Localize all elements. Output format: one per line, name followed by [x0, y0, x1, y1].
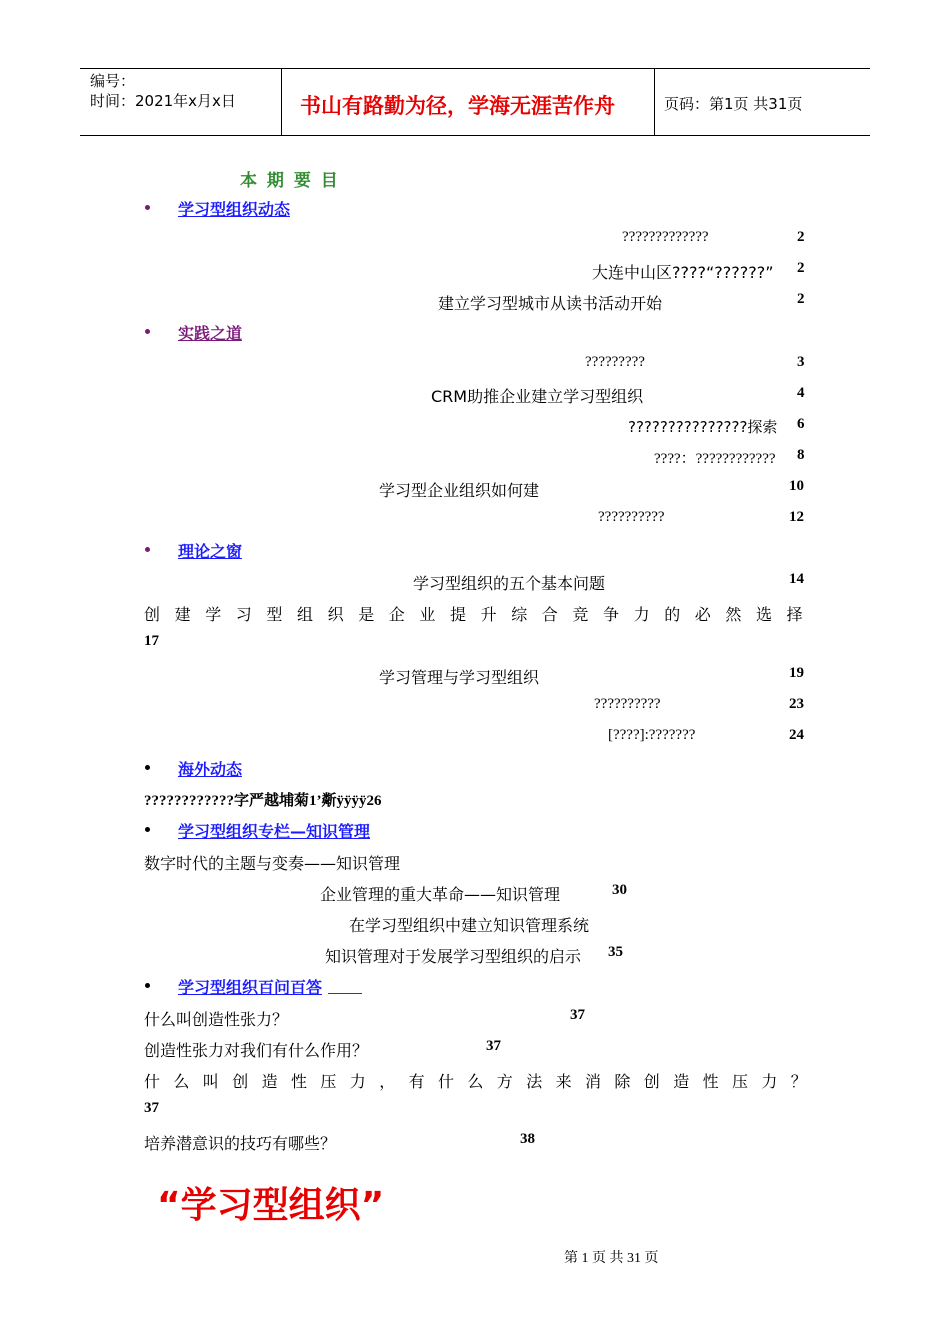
header-motto: 书山有路勤为径，学海无涯苦作舟: [300, 94, 615, 118]
bullet-icon: [145, 765, 150, 770]
toc-item-page: 17: [144, 633, 159, 649]
toc-item-text[interactable]: 学习型组织的五个基本问题: [413, 574, 606, 593]
toc-item-page: 19: [789, 665, 804, 681]
toc-item-text[interactable]: 企业管理的重大革命——知识管理: [320, 885, 561, 904]
toc-item-text[interactable]: 大连中山区????“??????”: [592, 263, 774, 282]
toc-item-page: 4: [797, 385, 805, 401]
toc-item-text-spread[interactable]: 什么叫创造性压力，有什么方法来消除创造性压力？: [144, 1072, 821, 1091]
toc-item-text[interactable]: ????：????????????: [654, 451, 776, 467]
header-page-label: 页码：第1页 共31页: [664, 95, 803, 113]
toc-item-page: 37: [570, 1007, 585, 1023]
bullet-icon: [145, 329, 150, 334]
header-bottom-rule: [80, 135, 870, 136]
toc-item-text[interactable]: ???????????????探索: [628, 418, 778, 436]
toc-item-text[interactable]: 什么叫创造性张力？: [144, 1010, 289, 1029]
toc-item-page: 3: [797, 354, 805, 370]
header-date-label: 时间：2021年x月x日: [90, 92, 236, 110]
toc-item-text[interactable]: 知识管理对于发展学习型组织的启示: [325, 947, 582, 966]
toc-item-page: 2: [797, 291, 805, 307]
toc-item-page: 37: [486, 1038, 501, 1054]
big-title: “学习型组织”: [157, 1185, 385, 1226]
toc-item-text[interactable]: 建立学习型城市从读书活动开始: [438, 294, 663, 313]
toc-item-page: 30: [612, 882, 627, 898]
toc-item-page: 38: [520, 1131, 535, 1147]
header-number-label: 编号：: [90, 72, 136, 90]
bullet-icon: [145, 983, 150, 988]
toc-title: 本 期 要 目: [240, 171, 340, 191]
section-link-theory[interactable]: 理论之窗: [178, 542, 243, 561]
toc-item-page: 8: [797, 447, 805, 463]
section-link-dynamics[interactable]: 学习型组织动态: [178, 200, 291, 219]
header-top-rule: [80, 68, 870, 69]
header-divider-left: [281, 68, 282, 136]
section-link-faq[interactable]: 学习型组织百问百答: [178, 978, 323, 997]
toc-item-text[interactable]: ?????????: [585, 354, 645, 370]
toc-item-text-spread[interactable]: 创建学习型组织是企业提升综合竞争力的必然选择: [144, 605, 818, 624]
bullet-icon: [145, 205, 150, 210]
toc-item-page: 10: [789, 478, 804, 494]
bullet-icon: [145, 547, 150, 552]
bullet-icon: [145, 827, 150, 832]
toc-item-text[interactable]: 在学习型组织中建立知识管理系统: [349, 916, 590, 935]
toc-item-text[interactable]: 数字时代的主题与变奏——知识管理: [144, 854, 401, 873]
section-link-underline-extension: [328, 993, 362, 994]
toc-item-page: 23: [789, 696, 804, 712]
toc-item-text[interactable]: ?????????????: [622, 229, 709, 245]
toc-item-page: 2: [797, 229, 805, 245]
section-link-knowledge-column[interactable]: 学习型组织专栏—知识管理: [178, 822, 371, 841]
toc-item-page: 37: [144, 1100, 159, 1116]
toc-item-text[interactable]: 学习管理与学习型组织: [379, 668, 540, 687]
toc-item-text[interactable]: 创造性张力对我们有什么作用？: [144, 1041, 369, 1060]
toc-item-text[interactable]: 学习型企业组织如何建: [379, 481, 540, 500]
page-footer: 第 1 页 共 31 页: [564, 1251, 659, 1266]
toc-item-page: 2: [797, 260, 805, 276]
toc-item-page: 35: [608, 944, 623, 960]
toc-item-text[interactable]: [????]:???????: [608, 727, 696, 743]
toc-item-page: 14: [789, 571, 804, 587]
toc-item-page: 6: [797, 416, 805, 432]
toc-item-page: 12: [789, 509, 804, 525]
section-link-overseas[interactable]: 海外动态: [178, 760, 243, 779]
toc-item-text[interactable]: ??????????: [598, 509, 665, 525]
section-link-practice[interactable]: 实践之道: [178, 324, 243, 343]
header-divider-right: [654, 68, 655, 136]
toc-item-text[interactable]: 培养潜意识的技巧有哪些？: [144, 1134, 337, 1153]
toc-item-text[interactable]: ??????????: [594, 696, 661, 712]
toc-item-text[interactable]: ????????????字严越埔菊1’斴ÿÿÿÿ26: [144, 793, 382, 809]
toc-item-text[interactable]: CRM助推企业建立学习型组织: [431, 387, 644, 406]
toc-item-page: 24: [789, 727, 804, 743]
